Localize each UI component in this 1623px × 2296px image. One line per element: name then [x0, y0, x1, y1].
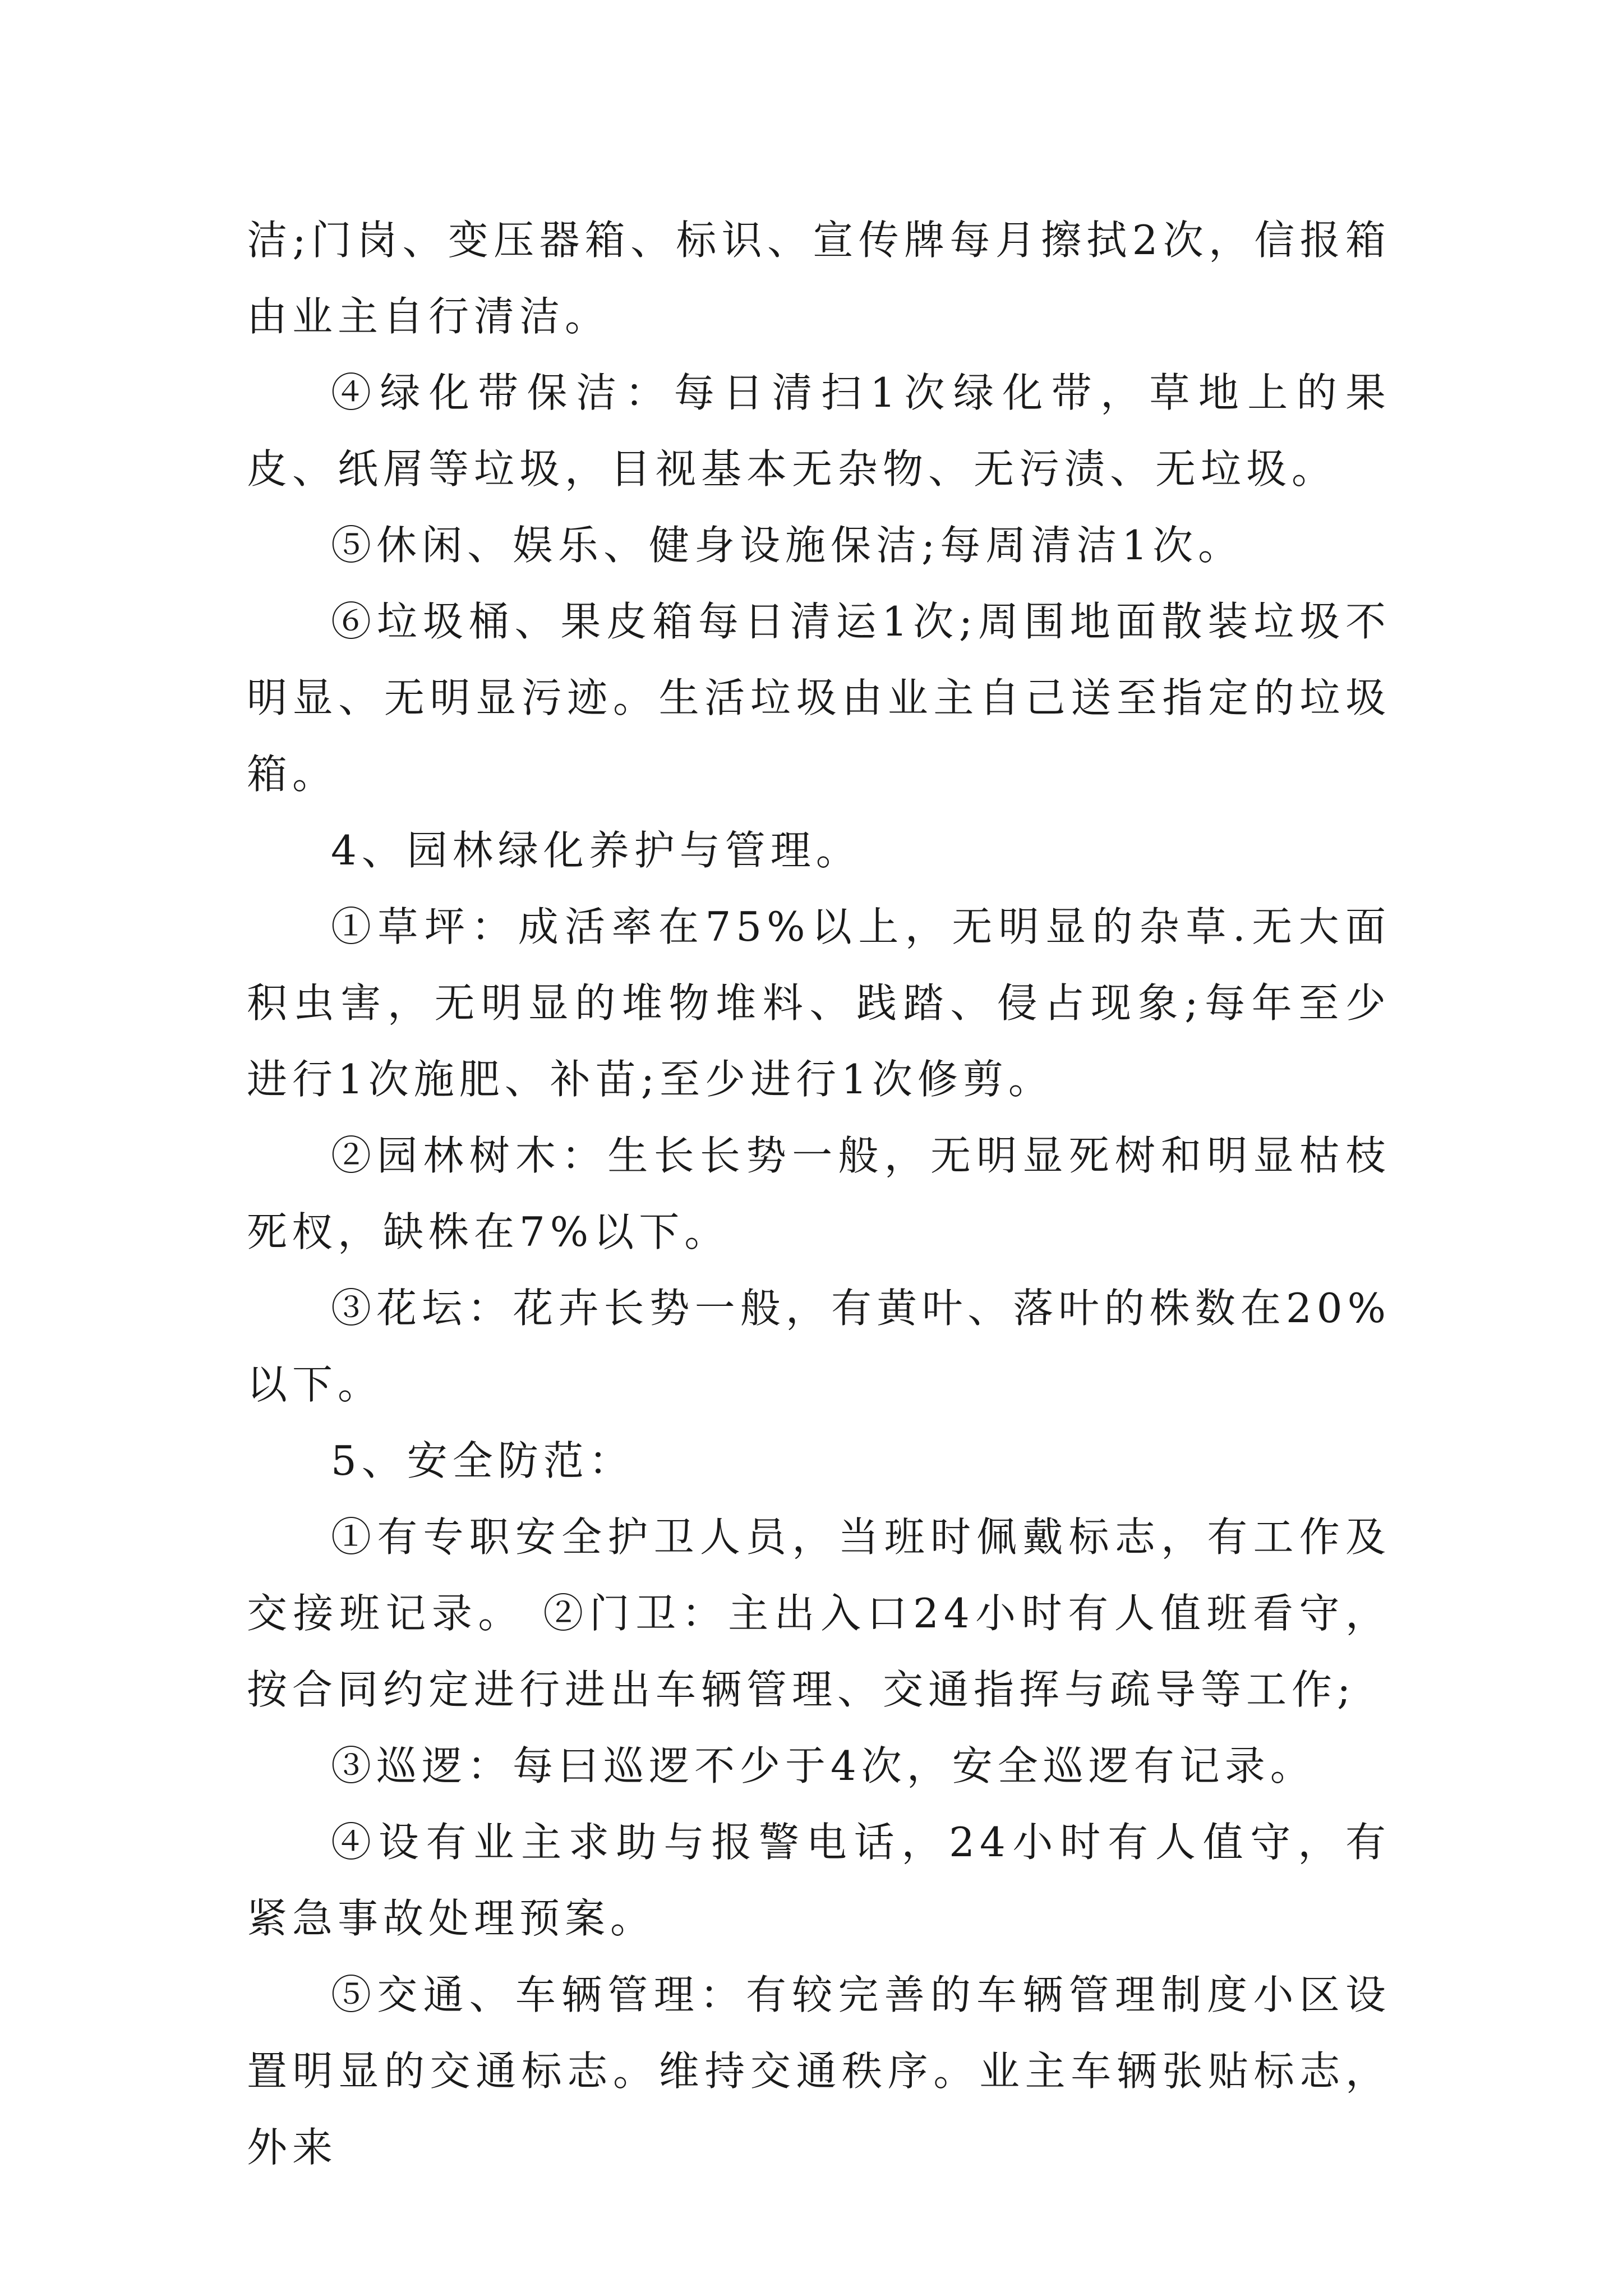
paragraph-guards: ①有专职安全护卫人员，当班时佩戴标志，有工作及交接班记录。 ②门卫：主出入口24小时有人值班看守，按合同约定进行进出车辆管理、交通指挥与疏导等工作; [247, 1513, 1391, 1713]
paragraph-2: ④绿化带保洁：每日清扫1次绿化带，草地上的果皮、纸屑等垃圾，目视基本无杂物、无污渍、无垃圾。 [247, 369, 1391, 493]
paragraph-trees: ②园林树木：生长长势一般，无明显死树和明显枯枝死杈，缺株在7%以下。 [247, 1132, 1391, 1255]
paragraph-lawn: ①草坪：成活率在75%以上，无明显的杂草.无大面积虫害，无明显的堆物堆料、践踏、侵占现象;每年至少进行1次施肥、补苗;至少进行1次修剪。 [247, 903, 1391, 1103]
paragraph-3: ⑤休闲、娱乐、健身设施保洁;每周清洁1次。 [331, 522, 1244, 569]
section-heading-5: 5、安全防范： [331, 1437, 634, 1484]
section-heading-4: 4、园林绿化养护与管理。 [331, 827, 861, 874]
document-body [247, 202, 1391, 2185]
paragraph-emergency: ④设有业主求助与报警电话，24小时有人值守，有紧急事故处理预案。 [247, 1819, 1391, 1942]
paragraph-traffic: ⑤交通、车辆管理：有较完善的车辆管理制度小区设置明显的交通标志。维持交通秩序。业主车辆张贴标志，外来 [247, 1971, 1391, 2171]
paragraph-1: 洁;门岗、变压器箱、标识、宣传牌每月擦拭2次，信报箱由业主自行清洁。 [247, 217, 1391, 340]
paragraph-flowerbed: ③花坛：花卉长势一般，有黄叶、落叶的株数在20%以下。 [247, 1285, 1391, 1408]
paragraph-4: ⑥垃圾桶、果皮箱每日清运1次;周围地面散装垃圾不明显、无明显污迹。生活垃圾由业主自己送至指定的垃圾箱。 [247, 598, 1391, 798]
paragraph-patrol: ③巡逻：每曰巡逻不少于4次，安全巡逻有记录。 [331, 1742, 1316, 1789]
